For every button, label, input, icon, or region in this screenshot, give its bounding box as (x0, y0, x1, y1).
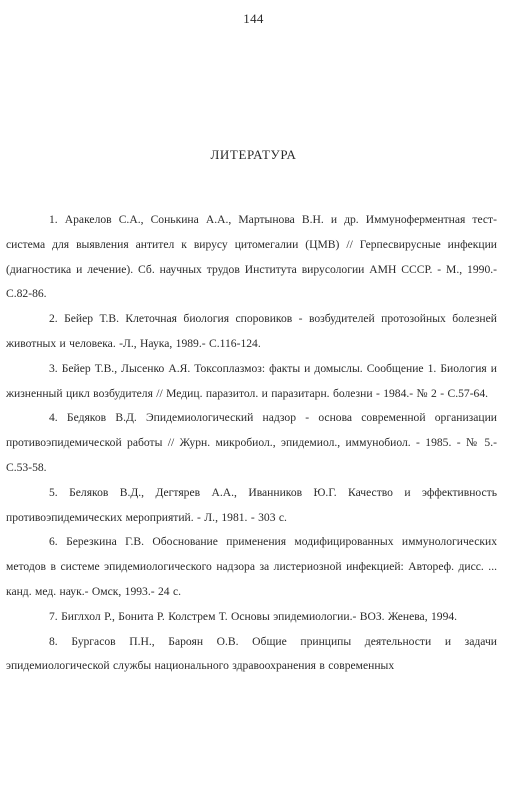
reference-item: 3. Бейер Т.В., Лысенко А.Я. Токсоплазмоз: факты и домыслы. Сообщение 1. Биология и жизненный цикл возбудителя // Медиц. паразитол. и паразитарн. болезни - 1984.- № 2 - С.57-64. (6, 361, 497, 400)
reference-item: 1. Аракелов С.А., Сонькина А.А., Мартынова В.Н. и др. Иммуноферментная тест-система для выявления антител к вирусу цитомегалии (ЦМВ) // Герпесвирусные инфекции (диагностика и лечение). Сб. научных трудов Института вирусологии АМН СССР. - М., 1990.- С.82-86. (6, 213, 497, 301)
reference-item: 4. Бедяков В.Д. Эпидемиологический надзор - основа современной организации противоэпидемической работы // Журн. микробиол., эпидемиол., иммунобиол. - 1985. - № 5.- С.53-58. (6, 411, 497, 474)
page-number: 144 (243, 11, 264, 26)
reference-list (6, 208, 497, 679)
page-title: ЛИТЕРАТУРА (210, 147, 297, 162)
reference-item: 7. Биглхол Р., Бонита Р. Колстрем Т. Основы эпидемиологии.- ВОЗ. Женева, 1994. (49, 609, 458, 623)
reference-item: 6. Березкина Г.В. Обоснование применения модифицированных иммунологических методов в системе эпидемиологического надзора за листериозной инфекцией: Автореф. дисс. ... канд. мед. наук.- Омск, 1993.- 24 с. (6, 535, 497, 598)
reference-item: 2. Бейер Т.В. Клеточная биология споровиков - возбудителей протозойных болезней животных и человека. -Л., Наука, 1989.- С.116-124. (6, 312, 497, 350)
reference-item: 8. Бургасов П.Н., Бароян О.В. Общие принципы деятельности и задачи эпидемиологической службы национального здравоохранения в современных (6, 634, 497, 673)
reference-item: 5. Беляков В.Д., Дегтярев А.А., Иванников Ю.Г. Качество и эффективность противоэпидемических мероприятий. - Л., 1981. - 303 с. (6, 485, 497, 524)
